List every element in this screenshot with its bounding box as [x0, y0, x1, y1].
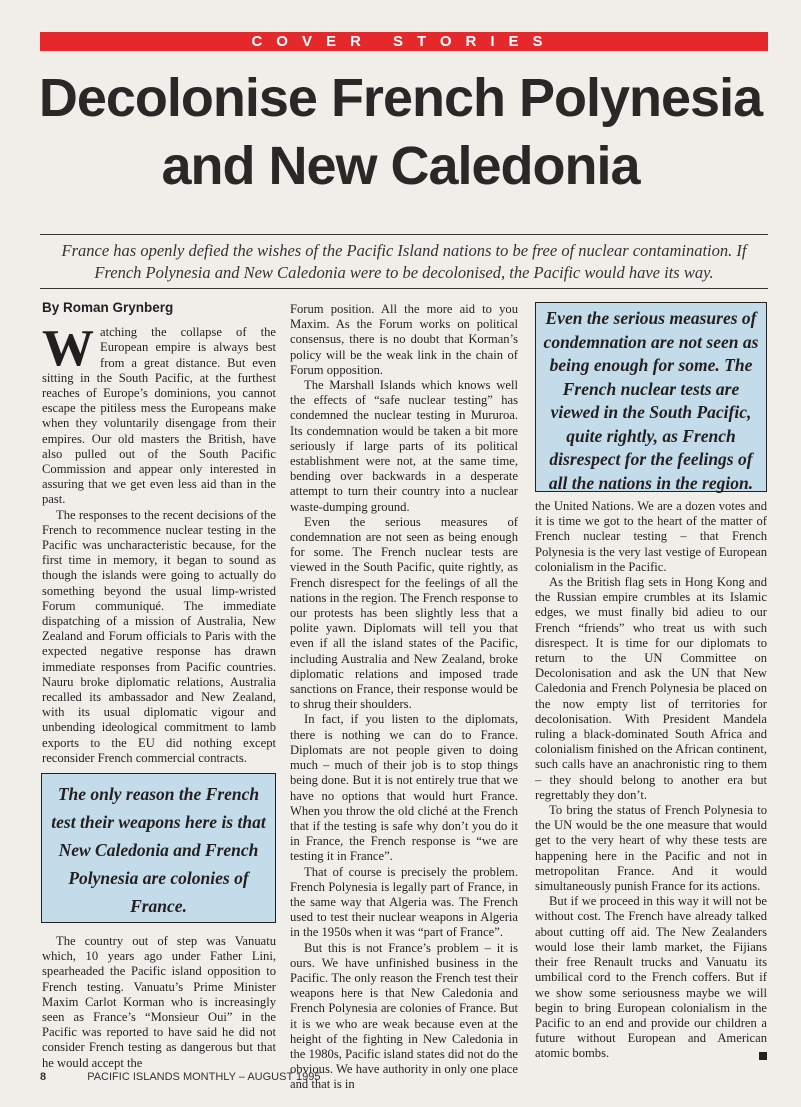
pull-quote-2: Even the serious measures of condemnation are not seen as being enough for some. The French nuclear tests are viewed in the South Pacific, quite rightly, as French disrespect for the feelings of all the nations in the region. [535, 302, 767, 492]
deck-top-rule [40, 234, 768, 235]
paragraph: But this is not France’s problem – it is ours. We have unfinished business in the Pacific. The only reason the French test their weapons here is that New Caledonia and French Polynesia are colonies of France. But it is we who are weak because even at the height of the fighting in New Caledonia in the 1980s, Pacific island states did not do the obvious. We have authority in only one place and that is in [290, 940, 518, 1092]
paragraph: That of course is precisely the problem. French Polynesia is legally part of France, in the same way that Algeria was. The French used to test their nuclear weapons in Algeria in the 1950s when it was “part of France”. [290, 864, 518, 940]
column-2 [290, 302, 518, 1093]
page-footer [40, 1071, 768, 1083]
paragraph: Forum position. All the more aid to you Maxim. As the Forum works on political consensus, there is no doubt that Korman’s policy will be the weak link in the chain of Forum opposition. [290, 302, 518, 377]
end-mark-icon [759, 1052, 767, 1060]
paragraph [535, 894, 767, 1061]
column-1-continued [42, 934, 276, 1071]
headline-line-2: and New Caledonia [161, 136, 640, 196]
footer-publication: PACIFIC ISLANDS MONTHLY – AUGUST 1995 [87, 1071, 321, 1083]
paragraph: In fact, if you listen to the diplomats, there is nothing we can do to France. Diplomats are not people given to doing much – much of their job is to stop things being done. But it is not entirely true that we have no options that would hurt France. When you throw the old cliché at the French that if the testing is safe why don’t you do it in France, the French response is “we are testing it in France”. [290, 712, 518, 864]
page-number: 8 [40, 1071, 47, 1083]
deck-bottom-rule [40, 288, 768, 289]
paragraph: As the British flag sets in Hong Kong and the Russian empire crumbles at its Islamic edges, we must finally bid adieu to our French “friends” who treat us with such disrespect. It is time for our diplomats to return to the UN Committee on Decolonisation and ask the UN that New Caledonia and French Polynesia be placed on the now empty list of territories for decolonisation. With President Mandela ruling a black-dominated South Africa and colonialism finished on the African continent, such calls have an anachronistic ring to them – they should belong to another era but regrettably they don’t. [535, 575, 767, 802]
paragraph: Even the serious measures of condemnation are not seen as being enough for some. The French nuclear tests are viewed in the South Pacific, quite rightly, as French disrespect for the feelings of all the nations in the region. The French response to our protests has been slightly less that a polite yawn. Diplomats will tell you that even if all the island states of the Pacific, including Australia and New Zealand, broke diplomatic relations and imposed trade sanctions on France, their response would be to shrug their shoulders. [290, 514, 518, 712]
paragraph: The country out of step was Vanuatu which, 10 years ago under Father Lini, spearheaded the Pacific island opposition to French testing. Vanuatu’s Prime Minister Maxim Carlot Korman who is increasingly seen as France’s “Monsieur Oui” in the Pacific was reported to have said he did not consider French testing as dangerous but that he would accept the [42, 934, 276, 1070]
headline-line-1: Decolonise French Polynesia [38, 68, 763, 128]
paragraph-text: But if we proceed in this way it will not be without cost. The French have already talked about cutting off aid. The New Zealanders would lose their lamb market, the Fijians their free Renault trucks and Vanuatu its umbilical cord to the French coffers. But if we show some seriousness maybe we will begin to bring European colonialism in the Pacific to an end and provide our children a future without European and American atomic bombs. [535, 894, 767, 1061]
column-3 [535, 499, 767, 1062]
paragraph: The Marshall Islands which knows well the effects of “safe nuclear testing” has condemned the nuclear testing in Mururoa. Its condemnation would be taken a bit more seriously if large parts of its political establishment were not, at the same time, bending over backwards in a desperate attempt to turn their country into a nuclear waste-dumping ground. [290, 378, 518, 514]
section-banner: COVER STORIES [40, 32, 768, 51]
column-1 [42, 300, 276, 766]
paragraph: The responses to the recent decisions of the French to recommence nuclear testing in the Pacific was uncharacteristic because, for the first time in memory, it began to sound as though the islands were going to actually do something beyond the usual limp-wristed Forum communiqué. The immediate dispatching of a mission of Australia, New Zealand and Forum officials to Paris with the expected negative response has drawn immediate responses from Pacific countries. Nauru broke diplomatic relations, Australia recalled its ambassador and New Zealand, with its usual diplomatic vigour and unbending ideological commitment to lamb exports to the EU did nothing except reconsider French commercial contracts. [42, 507, 276, 765]
drop-cap: W [42, 320, 94, 378]
paragraph-text: atching the collapse of the European empire is always best from a great distance. But even sitting in the South Pacific, at the furthest reaches of Europe’s dominions, you cannot escape the pitiless mess the Europeans make when they voluntarily disengage from their empires. Our old masters the British, have also pulled out of the South Pacific Commission and appear only interested in assuring that we get even less aid than in the past. [42, 325, 276, 507]
paragraph: the United Nations. We are a dozen votes and it is time we got to the heart of the matter of French nuclear testing – that French Polynesia is the very last vestige of European colonialism in the Pacific. [535, 499, 767, 574]
headline [20, 64, 781, 200]
deck-text: France has openly defied the wishes of the Pacific Island nations to be free of nuclear contamination. If French Polynesia and New Caledonia were to be decolonised, the Pacific would have its way. [61, 241, 747, 282]
pull-quote-1: The only reason the French test their weapons here is that New Caledonia and French Polynesia are colonies of France. [41, 773, 276, 923]
paragraph: To bring the status of French Polynesia to the UN would be the one measure that would get to the very heart of why these tests are happening here in the Pacific and not in metropolitan France. And it would simultaneously punish France for its actions. [535, 803, 767, 894]
paragraph [42, 320, 276, 507]
byline: By Roman Grynberg [42, 300, 174, 315]
